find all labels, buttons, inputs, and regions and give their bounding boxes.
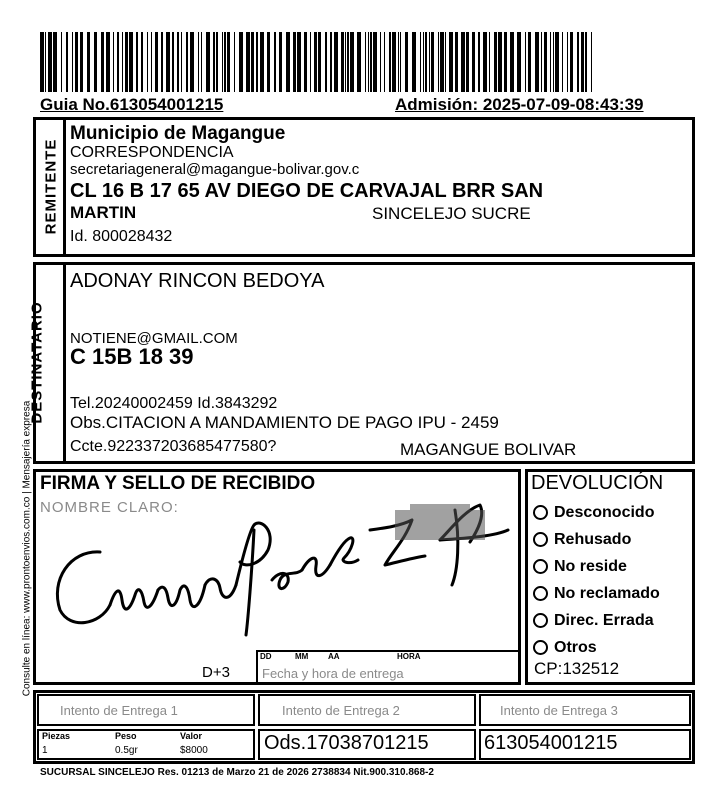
barcode-bar xyxy=(274,32,276,92)
destinatario-ccte: Ccte.922337203685477580? xyxy=(70,438,277,455)
barcode-bar xyxy=(213,32,215,92)
admision-timestamp: Admisión: 2025-07-09-08:43:39 xyxy=(395,95,644,114)
barcode-bar xyxy=(449,32,453,92)
barcode-bar xyxy=(550,32,551,92)
barcode-bar xyxy=(293,32,296,92)
barcode-bar xyxy=(198,32,199,92)
intento-1-label: Intento de Entrega 1 xyxy=(60,703,178,718)
barcode-bar xyxy=(216,32,218,92)
barcode-bar xyxy=(392,32,396,92)
barcode-bar xyxy=(510,32,514,92)
d3-label: D+3 xyxy=(202,664,230,681)
barcode-bar xyxy=(136,32,138,92)
barcode-bar xyxy=(181,32,182,92)
checkbox-circle-icon xyxy=(533,559,548,574)
barcode-bar xyxy=(405,32,408,92)
devolucion-item-otros: Otros xyxy=(533,634,693,661)
barcode-bar xyxy=(161,32,163,92)
checkbox-circle-icon xyxy=(533,505,548,520)
barcode-bar xyxy=(122,32,123,92)
barcode-bar xyxy=(347,32,349,92)
barcode-bar xyxy=(389,32,391,92)
destinatario-name: ADONAY RINCON BEDOYA xyxy=(70,270,325,292)
barcode-bar xyxy=(525,32,526,92)
barcode-bar xyxy=(125,32,128,92)
side-info-text: Consulte en línea: www.prontoenvios.com.co | Mensajería expresa xyxy=(21,400,33,697)
barcode-bar xyxy=(330,32,332,92)
guia-number: Guia No.613054001215 xyxy=(40,95,224,114)
barcode-bar xyxy=(151,32,152,92)
barcode-bar xyxy=(517,32,521,92)
barcode-bar xyxy=(423,32,424,92)
barcode-bar xyxy=(286,32,290,92)
barcode-bar xyxy=(166,32,170,92)
remitente-city: SINCELEJO SUCRE xyxy=(372,204,531,223)
barcode-bar xyxy=(61,32,62,92)
barcode-bar xyxy=(357,32,361,92)
barcode-bar xyxy=(504,32,507,92)
hora-label: HORA xyxy=(397,652,421,661)
barcode-bar xyxy=(155,32,158,92)
barcode-bar xyxy=(40,32,44,92)
barcode-bar xyxy=(553,32,554,92)
checkbox-circle-icon xyxy=(533,613,548,628)
barcode-bar xyxy=(384,32,385,92)
valor-value: $8000 xyxy=(180,745,208,756)
nombre-claro-label: NOMBRE CLARO: xyxy=(40,499,179,516)
barcode-bar xyxy=(461,32,465,92)
peso-label: Peso xyxy=(115,731,137,741)
barcode-bar xyxy=(345,32,346,92)
checkbox-circle-icon xyxy=(533,640,548,655)
barcode-bar xyxy=(80,32,83,92)
destinatario-email: NOTIENE@GMAIL.COM xyxy=(70,330,238,347)
devolucion-list xyxy=(533,499,693,661)
codigo-postal: CP:132512 xyxy=(534,659,620,678)
intento-3-label: Intento de Entrega 3 xyxy=(500,703,618,718)
barcode-bar xyxy=(113,32,114,92)
barcode-bar xyxy=(570,32,573,92)
piezas-label: Piezas xyxy=(42,731,71,741)
dd-label: DD xyxy=(260,652,272,661)
mm-label: MM xyxy=(295,652,309,661)
barcode-bar xyxy=(117,32,119,92)
barcode-bar xyxy=(577,32,579,92)
barcode-bar xyxy=(224,32,226,92)
barcode-bar xyxy=(129,32,133,92)
barcode-bar xyxy=(429,32,430,92)
destinatario-label: DESTINATARIO xyxy=(28,301,46,424)
barcode-bar xyxy=(483,32,487,92)
barcode-bar xyxy=(585,32,587,92)
barcode-bar xyxy=(318,32,321,92)
barcode xyxy=(40,32,600,92)
destinatario-obs: Obs.CITACION A MANDAMIENTO DE PAGO IPU - 2459 xyxy=(70,413,499,432)
remitente-email: secretariageneral@magangue-bolivar.gov.c xyxy=(70,161,360,178)
barcode-bar xyxy=(106,32,110,92)
barcode-bar xyxy=(267,32,270,92)
checkbox-circle-icon xyxy=(533,532,548,547)
destinatario-address: C 15B 18 39 xyxy=(70,344,194,369)
barcode-bar xyxy=(440,32,444,92)
barcode-bar xyxy=(544,32,547,92)
remitente-address: CL 16 B 17 65 AV DIEGO DE CARVAJAL BRR SAN xyxy=(70,180,544,202)
destinatario-tel: Tel.20240002459 Id.3843292 xyxy=(70,395,278,412)
barcode-bar xyxy=(206,32,210,92)
intento-2-label: Intento de Entrega 2 xyxy=(282,703,400,718)
barcode-bar xyxy=(314,32,317,92)
barcode-bar xyxy=(400,32,401,92)
barcode-bar xyxy=(101,32,104,92)
barcode-bar xyxy=(87,32,90,92)
barcode-bar xyxy=(53,32,57,92)
barcode-bar xyxy=(472,32,475,92)
barcode-bar xyxy=(466,32,469,92)
barcode-bar xyxy=(141,32,143,92)
barcode-bar xyxy=(420,32,421,92)
firma-title: FIRMA Y SELLO DE RECIBIDO xyxy=(40,473,316,494)
barcode-bar xyxy=(201,32,202,92)
barcode-bar xyxy=(279,32,282,92)
barcode-bar xyxy=(239,32,243,92)
barcode-bar xyxy=(365,32,366,92)
barcode-bar xyxy=(190,32,194,92)
barcode-bar xyxy=(227,32,230,92)
guia-number-bottom: 613054001215 xyxy=(484,732,618,754)
checkbox-circle-icon xyxy=(533,586,548,601)
remitente-id: Id. 800028432 xyxy=(70,228,173,245)
devolucion-item-no-reside: No reside xyxy=(533,553,693,580)
barcode-bar xyxy=(581,32,584,92)
devolucion-item-no-reclamado: No reclamado xyxy=(533,580,693,607)
barcode-bar xyxy=(350,32,354,92)
aa-label: AA xyxy=(328,652,340,661)
barcode-bar xyxy=(186,32,188,92)
destinatario-city: MAGANGUE BOLIVAR xyxy=(400,440,577,459)
barcode-bar xyxy=(48,32,52,92)
barcode-bar xyxy=(75,32,78,92)
barcode-bar xyxy=(45,32,46,92)
devolucion-item-direc-errada: Direc. Errada xyxy=(533,607,693,634)
devolucion-item-desconocido: Desconocido xyxy=(533,499,693,526)
barcode-bar xyxy=(431,32,434,92)
barcode-bar xyxy=(246,32,250,92)
devolucion-item-rehusado: Rehusado xyxy=(533,526,693,553)
barcode-bar xyxy=(438,32,439,92)
barcode-bar xyxy=(562,32,563,92)
remitente-name: Municipio de Magangue xyxy=(70,123,286,144)
barcode-bar xyxy=(370,32,372,92)
ods-number: Ods.17038701215 xyxy=(264,732,429,754)
devolucion-title: DEVOLUCIÓN xyxy=(531,472,664,494)
barcode-bar xyxy=(234,32,235,92)
barcode-bar xyxy=(368,32,369,92)
barcode-bar xyxy=(177,32,179,92)
barcode-bar xyxy=(398,32,399,92)
valor-label: Valor xyxy=(180,731,203,741)
barcode-bar xyxy=(297,32,301,92)
barcode-bar xyxy=(412,32,416,92)
remitente-dept: CORRESPONDENCIA xyxy=(70,144,234,161)
barcode-bar xyxy=(489,32,490,92)
barcode-bar xyxy=(567,32,568,92)
barcode-bar xyxy=(66,32,68,92)
barcode-bar xyxy=(325,32,327,92)
peso-value: 0.5gr xyxy=(115,745,138,756)
barcode-bar xyxy=(172,32,174,92)
barcode-bar xyxy=(555,32,559,92)
footer-text: SUCURSAL SINCELEJO Res. 01213 de Marzo 21 de 2026 2738834 Nit.900.310.868-2 xyxy=(40,767,434,778)
barcode-bar xyxy=(72,32,73,92)
barcode-bar xyxy=(222,32,223,92)
barcode-bar xyxy=(310,32,311,92)
barcode-bar xyxy=(380,32,381,92)
barcode-bar xyxy=(535,32,539,92)
barcode-bar xyxy=(541,32,542,92)
barcode-bar xyxy=(373,32,377,92)
barcode-bar xyxy=(591,32,592,92)
signature-image xyxy=(40,490,510,650)
barcode-bar xyxy=(256,32,258,92)
barcode-bar xyxy=(251,32,254,92)
remitente-address-2: MARTIN xyxy=(70,203,137,222)
barcode-bar xyxy=(478,32,480,92)
barcode-bar xyxy=(147,32,148,92)
barcode-bar xyxy=(528,32,531,92)
barcode-bar xyxy=(260,32,264,92)
barcode-bar xyxy=(94,32,97,92)
barcode-bar xyxy=(304,32,307,92)
barcode-bar xyxy=(334,32,338,92)
barcode-bar xyxy=(494,32,497,92)
barcode-bar xyxy=(455,32,458,92)
remitente-label: REMITENTE xyxy=(42,138,60,235)
fecha-hora-label: Fecha y hora de entrega xyxy=(262,666,404,681)
barcode-bar xyxy=(341,32,344,92)
barcode-bar xyxy=(425,32,427,92)
barcode-bar xyxy=(445,32,446,92)
piezas-value: 1 xyxy=(42,745,48,756)
barcode-bar xyxy=(498,32,502,92)
